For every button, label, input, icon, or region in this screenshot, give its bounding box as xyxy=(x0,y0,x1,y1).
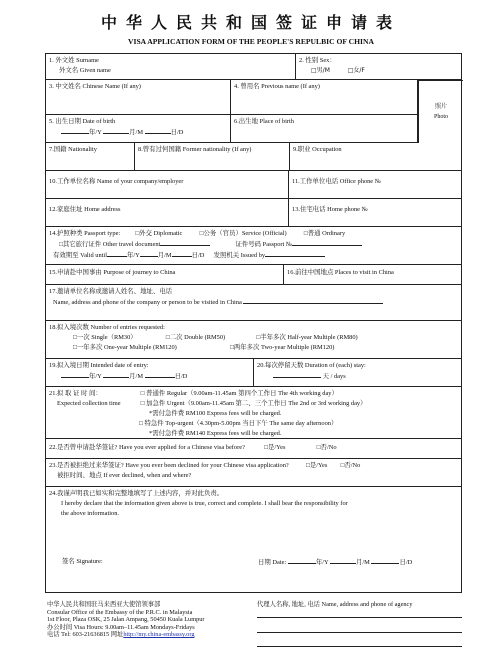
employer-field[interactable] xyxy=(46,171,289,198)
entries-field xyxy=(46,321,463,358)
dob-day: 日/D xyxy=(170,129,184,136)
row-applied-before xyxy=(46,439,461,459)
inviter-field[interactable] xyxy=(46,285,463,320)
title-en: VISA APPLICATION FORM OF THE PEOPLE'S REPULBIC OF CHINA xyxy=(128,37,374,46)
consulate-name-en: Consular Office of the Embassy of the P.R.C. in Malaysia xyxy=(47,608,193,616)
row-declaration xyxy=(46,487,461,594)
declaration-field xyxy=(46,487,463,594)
home-phone-label: 13.住宅电话 Home phone № xyxy=(292,206,368,213)
date-label: 日期 Date: xyxy=(258,559,287,566)
surname-label: 1. 外文姓 Surname xyxy=(49,57,99,64)
declined-when-label: 被拒时间、地点 If ever declined, when and where? xyxy=(57,472,192,479)
consulate-address: 1st Floor, Plaza OSK, 25 Jalan Ampang, 50450 Kuala Lumpur xyxy=(47,616,205,624)
places-to-visit-field[interactable] xyxy=(284,265,463,284)
places-to-visit-label: 16.前往中国地点 Places to visit in China xyxy=(287,269,394,276)
stay-days-unit: 天 / days xyxy=(322,373,346,380)
entries-halfyear-checkbox[interactable]: □半年多次 Half-year Multiple (RM80) xyxy=(256,334,358,341)
chinese-name-label: 3. 中文姓名 Chinese Name (If any) xyxy=(49,83,141,90)
row-birth xyxy=(46,115,418,143)
issued-by-label: 发照机关 Issued by xyxy=(213,252,266,259)
embassy-website-link[interactable]: http://my.china-embassy.org xyxy=(123,631,195,639)
occupation-field[interactable] xyxy=(290,143,463,170)
row-entries xyxy=(46,321,461,359)
collection-label: 21.拟 取 证 时 间： xyxy=(49,390,102,397)
place-of-birth-label: 6.出生地 Place of birth xyxy=(234,118,294,125)
place-of-birth-field[interactable] xyxy=(231,115,418,142)
sex-field xyxy=(296,54,418,79)
collection-sublabel: Expected collection time xyxy=(57,400,121,407)
entry-month: 月/M xyxy=(129,373,144,380)
dob-label: 5. 出生日期 Date of birth xyxy=(49,118,116,125)
inviter-label-cn: 17.邀请单位名称或邀请人姓名、地址、电话 xyxy=(49,288,173,295)
entries-single-checkbox[interactable]: □一次 Single（RM30） xyxy=(73,334,137,341)
row-nationality xyxy=(46,143,461,171)
urgent-fee-note: *需付急件费 RM100 Express fees will be charged. xyxy=(149,410,282,417)
row-chinese-name xyxy=(46,80,418,115)
visa-hours: 办公时间 Visa Hours: 9.00am–11.45am Mondays-Fridays xyxy=(47,623,195,631)
office-phone-field[interactable] xyxy=(289,171,463,198)
occupation-label: 9.职业 Occupation xyxy=(293,146,342,153)
chinese-name-field[interactable] xyxy=(46,80,231,114)
row-passport xyxy=(46,227,461,265)
entry-date-field[interactable] xyxy=(46,359,254,386)
photo-label-cn: 照片 xyxy=(434,104,447,110)
stay-duration-label: 20.每次停留天数 Duration of (each) stay: xyxy=(257,362,366,369)
previous-name-label: 4. 曾用名 Previous name (If any) xyxy=(234,83,320,90)
home-address-field[interactable] xyxy=(46,199,289,226)
agency-label: 代理人名称, 地址, 电话 Name, address and phone of agency xyxy=(257,601,413,608)
employer-label: 10.工作单位名称 Name of your company/employer xyxy=(49,178,184,185)
surname-field[interactable] xyxy=(46,54,296,79)
collection-urgent-checkbox[interactable]: □ 加急件 Urgent（9.00am-11.45am 第二、三个工作日 The 2nd or 3rd working day） xyxy=(140,400,367,407)
declined-no-checkbox[interactable]: □否/No xyxy=(340,462,361,469)
home-address-label: 12.家庭住址 Home address xyxy=(49,206,121,213)
consulate-phone: 电话 Tel: 603-21636815 网址 xyxy=(47,631,124,639)
entries-label: 18.拟入境次数 Number of entries requested: xyxy=(49,324,165,331)
collection-field xyxy=(46,387,463,438)
purpose-field[interactable] xyxy=(46,265,284,284)
applied-before-label: 22.是否曾申请赴华签证? Have you ever applied for a Chinese visa before? xyxy=(49,444,245,451)
declaration-en-2: the above information. xyxy=(61,510,120,517)
title-cn: 中华人民共和国签证申请表 xyxy=(100,13,401,32)
applied-before-yes-checkbox[interactable]: □是/Yes xyxy=(264,444,286,451)
row-home xyxy=(46,199,461,227)
entry-day: 日/D xyxy=(174,373,188,380)
agency-line-2[interactable] xyxy=(257,632,462,633)
passport-ordinary-checkbox[interactable]: □普通 Ordinary xyxy=(303,230,346,237)
declaration-en-1: I hereby declare that the information given above is true, correct and complete. I shall bear the responsibility for xyxy=(61,500,348,507)
nationality-label: 7.国籍 Nationality xyxy=(49,146,97,153)
valid-day: 日/D xyxy=(191,252,205,259)
entry-date-label: 19.拟入境日期 Intended date of entry: xyxy=(49,362,149,369)
consulate-info xyxy=(47,601,205,639)
entry-year: 年/Y xyxy=(89,373,102,380)
sex-female-checkbox[interactable]: □女/F xyxy=(347,67,365,74)
valid-until-label: 有效期至 Valid until xyxy=(53,252,107,259)
former-nationality-field[interactable] xyxy=(135,143,290,170)
inviter-label-en: Name, address and phone of the company or person to be visited in China xyxy=(53,299,242,306)
applied-before-field xyxy=(46,439,463,458)
sign-month: 月/M xyxy=(355,559,370,566)
topurgent-fee-note: *需付急件费 RM140 Express fees will be charged. xyxy=(149,430,282,437)
photo-label-en: Photo xyxy=(433,114,448,120)
row-declined xyxy=(46,459,461,487)
entries-oneyear-checkbox[interactable]: □一年多次 One-year Multiple (RM120) xyxy=(73,344,177,351)
row-purpose xyxy=(46,265,461,285)
nationality-field[interactable] xyxy=(46,143,135,170)
applied-before-no-checkbox[interactable]: □否/No xyxy=(316,444,337,451)
home-phone-field[interactable] xyxy=(289,199,463,226)
date-of-birth-field[interactable] xyxy=(46,115,231,142)
visa-form xyxy=(45,53,462,593)
declined-label: 23.是否被拒绝过来华签证? Have you ever been declined for your Chinese visa application? xyxy=(49,462,289,469)
row-inviter xyxy=(46,285,461,321)
sign-year: 年/Y xyxy=(315,559,329,566)
dob-month: 月/M xyxy=(129,129,144,136)
declined-field xyxy=(46,459,463,486)
agency-line-1[interactable] xyxy=(257,617,462,618)
row-entry-date xyxy=(46,359,461,387)
signature-label[interactable]: 签名 Signature: xyxy=(62,558,103,565)
valid-year: 年/Y xyxy=(126,252,140,259)
entries-double-checkbox[interactable]: □二次 Double (RM50) xyxy=(165,334,226,341)
dob-year: 年/Y xyxy=(89,129,102,136)
office-phone-label: 11.工作单位电话 Office phone № xyxy=(292,178,381,185)
row-collection xyxy=(46,387,461,439)
sex-male-checkbox[interactable]: □男/M xyxy=(311,67,330,74)
entries-twoyear-checkbox[interactable]: □两年多次 Two-year Multiple (RM120) xyxy=(230,344,335,351)
purpose-label: 15.申请赴中国事由 Purpose of journey to China xyxy=(49,269,176,276)
agency-line-3[interactable] xyxy=(257,646,462,647)
passport-diplomatic-checkbox[interactable]: □外交 Diplomatic xyxy=(135,230,183,237)
row-employer xyxy=(46,171,461,199)
passport-number-label: 证件号码 Passport № xyxy=(235,241,293,248)
sex-label: 2. 性别 Sex： xyxy=(299,57,336,64)
collection-regular-checkbox[interactable]: □ 普通件 Regular（9.00am-11.45am 第四个工作日 The 4th working day） xyxy=(140,390,338,397)
former-nationality-label: 8.曾有过何国籍 Former nationality (If any) xyxy=(138,146,252,153)
other-document-checkbox[interactable]: □其它旅行证件 Other travel document xyxy=(59,241,161,248)
row-names xyxy=(46,54,461,80)
given-name-label: 外文名 Given name xyxy=(59,67,111,74)
passport-service-checkbox[interactable]: □公务（官员）Service (Official) xyxy=(199,230,287,237)
passport-type-label: 14.护照种类 Passport type: xyxy=(49,230,121,237)
declined-yes-checkbox[interactable]: □是/Yes xyxy=(305,462,328,469)
valid-month: 月/M xyxy=(157,252,172,259)
declaration-cn: 24.我谨声明我已如实和完整地填写了上述内容，并对此负责。 xyxy=(49,490,224,497)
photo-box xyxy=(418,80,463,143)
stay-duration-field[interactable] xyxy=(254,359,463,386)
previous-name-field[interactable] xyxy=(231,80,418,114)
collection-topurgent-checkbox[interactable]: □ 特急件 Top-urgent（4.30pm-5.00pm 当日下午 The same day afternoon） xyxy=(139,420,338,427)
passport-field xyxy=(46,227,463,264)
consulate-name-cn: 中华人民共和国驻马来西亚大使馆领事部 xyxy=(47,601,161,608)
sign-day: 日/D xyxy=(399,559,413,566)
